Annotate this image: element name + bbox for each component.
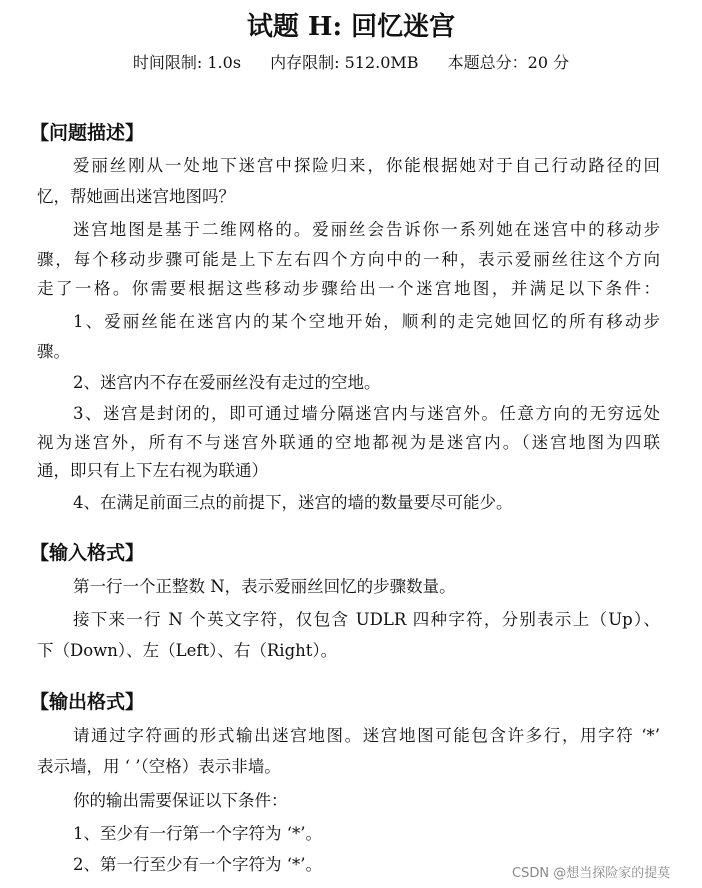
text-line: 1、至少有一行第一个字符为 ‘*’。 xyxy=(73,824,322,843)
memory-limit: 内存限制: 512.0MB xyxy=(270,53,419,72)
watermark: CSDN @想当探险家的提莫 xyxy=(512,866,671,881)
text-line: 骤，每个移动步骤可能是上下左右四个方向中的一种，表示爱丽丝往这个方向 xyxy=(37,250,660,269)
text-line: 表示墙，用 ‘ ’（空格）表示非墙。 xyxy=(37,757,281,776)
text-line: 接下来一行 N 个英文字符，仅包含 UDLR 四种字符，分别表示上（Up）、 xyxy=(73,610,660,629)
limits-line xyxy=(0,50,702,73)
text-line: 请通过字符画的形式输出迷宫地图。迷宫地图可能包含许多行，用字符 ‘*’ xyxy=(73,726,660,745)
section-heading-description: 【问题描述】 xyxy=(30,122,145,144)
text-line: 3、迷宫是封闭的，即可通过墙分隔迷宫内与迷宫外。任意方向的无穷远处 xyxy=(73,404,660,423)
text-line: 走了一格。你需要根据这些移动步骤给出一个迷宫地图，并满足以下条件： xyxy=(37,279,660,298)
text-line: 视为迷宫外，所有不与迷宫外联通的空地都视为是迷宫内。（迷宫地图为四联 xyxy=(37,433,660,452)
text-line: 忆，帮她画出迷宫地图吗？ xyxy=(37,187,235,206)
text-line: 你的输出需要保证以下条件： xyxy=(73,791,288,810)
text-line: 迷宫地图是基于二维网格的。爱丽丝会告诉你一系列她在迷宫中的移动步 xyxy=(73,220,660,239)
text-line: 2、迷宫内不存在爱丽丝没有走过的空地。 xyxy=(73,373,381,392)
section-heading-input: 【输入格式】 xyxy=(30,542,145,564)
section-heading-output: 【输出格式】 xyxy=(30,691,145,713)
text-line: 骤。 xyxy=(37,342,70,361)
text-line: 第一行一个正整数 N，表示爱丽丝回忆的步骤数量。 xyxy=(73,577,456,596)
time-limit: 时间限制: 1.0s xyxy=(132,53,242,72)
text-line: 4、在满足前面三点的前提下，迷宫的墙的数量要尽可能少。 xyxy=(73,493,513,512)
text-line: 2、第一行至少有一个字符为 ‘*’。 xyxy=(73,855,322,874)
total-score: 本题总分：20 分 xyxy=(447,53,570,72)
text-line: 下（Down）、左（Left）、右（Right）。 xyxy=(37,641,338,660)
problem-title: 试题 H: 回忆迷宫 xyxy=(246,12,456,42)
text-line: 爱丽丝刚从一处地下迷宫中探险归来，你能根据她对于自己行动路径的回 xyxy=(73,156,660,175)
text-line: 通，即只有上下左右视为联通） xyxy=(37,461,268,480)
text-line: 1、爱丽丝能在迷宫内的某个空地开始，顺利的走完她回忆的所有移动步 xyxy=(73,312,660,331)
